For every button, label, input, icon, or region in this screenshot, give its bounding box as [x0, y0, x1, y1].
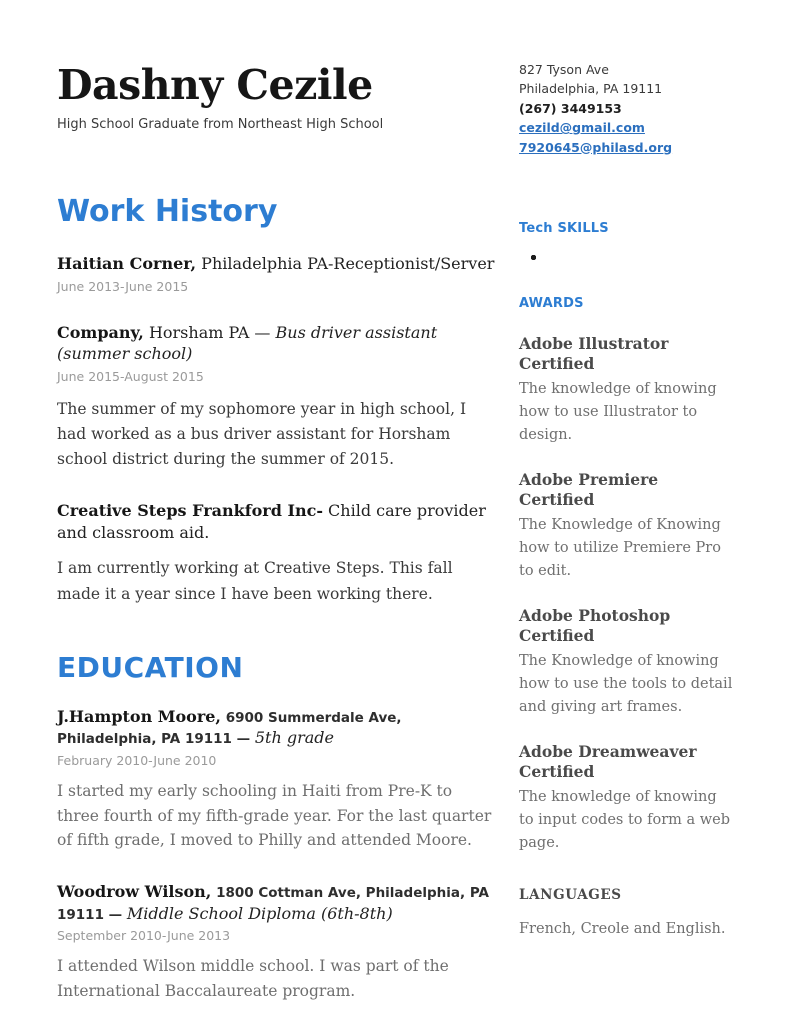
education-school: Woodrow Wilson, [57, 882, 212, 902]
sidebar-column [519, 56, 735, 1032]
work-entries [57, 253, 497, 607]
award-title: Adobe Illustrator Certified [519, 333, 669, 374]
award-item [519, 334, 735, 447]
work-dates: June 2013-June 2015 [57, 278, 189, 294]
education-description: I attended Wilson middle school. I was part of the International Baccalaureate program. [57, 957, 449, 1001]
awards-list [519, 334, 735, 855]
award-description: The knowledge of knowing how to use Illustrator to design. [519, 381, 717, 443]
work-description: I am currently working at Creative Steps. This fall made it a year since I have been working there. [57, 559, 453, 603]
work-role: Bus driver assistant (summer school) [57, 322, 438, 364]
award-description: The Knowledge of knowing how to use the tools to detail and giving art frames. [519, 653, 733, 715]
languages-text: French, Creole and English. [519, 920, 726, 937]
work-history-heading: Work History [57, 194, 278, 230]
education-entry [57, 706, 497, 854]
main-column [57, 56, 497, 1032]
work-description: The summer of my sophomore year in high school, I had worked as a bus driver assistant for Horsham school district during the summer of 2015. [57, 399, 467, 469]
tech-skills-heading: Tech SKILLS [519, 220, 609, 236]
work-entry [57, 322, 497, 473]
work-dates: June 2015-August 2015 [57, 368, 204, 384]
award-title: Adobe Photoshop Certified [519, 605, 671, 646]
education-address: 6900 Summerdale Ave, Philadelphia, PA 19111 — [57, 709, 402, 748]
education-address: 1800 Cottman Ave, Philadelphia, PA 19111 — [57, 885, 489, 923]
work-employer: Creative Steps Frankford Inc- [57, 501, 323, 521]
work-entry [57, 253, 497, 294]
work-detail: Child care provider and classroom aid. [57, 501, 486, 542]
education-dates: February 2010-June 2010 [57, 752, 217, 768]
work-entry-headline [57, 500, 497, 543]
work-detail: Philadelphia PA-Receptionist/Server [196, 254, 495, 274]
languages-heading: LANGUAGES [519, 886, 622, 903]
contact-address-line2: Philadelphia, PA 19111 [519, 81, 663, 97]
work-entry-headline [57, 322, 497, 365]
education-entry-headline [57, 881, 497, 924]
award-item [519, 470, 735, 583]
award-title: Adobe Dreamweaver Certified [519, 741, 697, 782]
education-school: J.Hampton Moore, [57, 706, 221, 726]
work-entry-headline [57, 253, 497, 275]
contact-block [519, 60, 735, 157]
email-personal-link[interactable]: cezild@gmail.com [519, 120, 645, 136]
education-description: I started my early schooling in Haiti from Pre-K to three fourth of my fifth-grade year. For the last quarter of fifth grade, I moved to Philly and attended Moore. [57, 781, 492, 850]
education-dates: September 2010-June 2013 [57, 928, 231, 944]
awards-heading: AWARDS [519, 295, 584, 311]
award-item [519, 606, 735, 719]
award-title: Adobe Premiere Certified [519, 469, 659, 510]
email-school-link[interactable]: 7920645@philasd.org [519, 139, 673, 155]
education-program: Middle School Diploma (6th-8th) [126, 903, 393, 923]
work-employer: Haitian Corner, [57, 254, 197, 274]
education-program: 5th grade [254, 728, 334, 748]
education-entry [57, 881, 497, 1004]
award-item [519, 742, 735, 855]
person-name: Dashny Cezile [57, 61, 373, 109]
work-employer: Company, [57, 322, 144, 342]
award-description: The knowledge of knowing to input codes to form a web page. [519, 789, 731, 851]
education-entry-headline [57, 706, 497, 749]
award-description: The Knowledge of Knowing how to utilize Premiere Pro to edit. [519, 517, 721, 579]
contact-address-line1: 827 Tyson Ave [519, 62, 609, 77]
education-heading: EDUCATION [57, 650, 244, 684]
work-entry [57, 500, 497, 606]
contact-phone: (267) 3449153 [519, 100, 622, 116]
work-detail: Horsham PA — [143, 322, 276, 342]
education-entries [57, 706, 497, 1004]
person-subtitle: High School Graduate from Northeast High School [57, 117, 384, 133]
